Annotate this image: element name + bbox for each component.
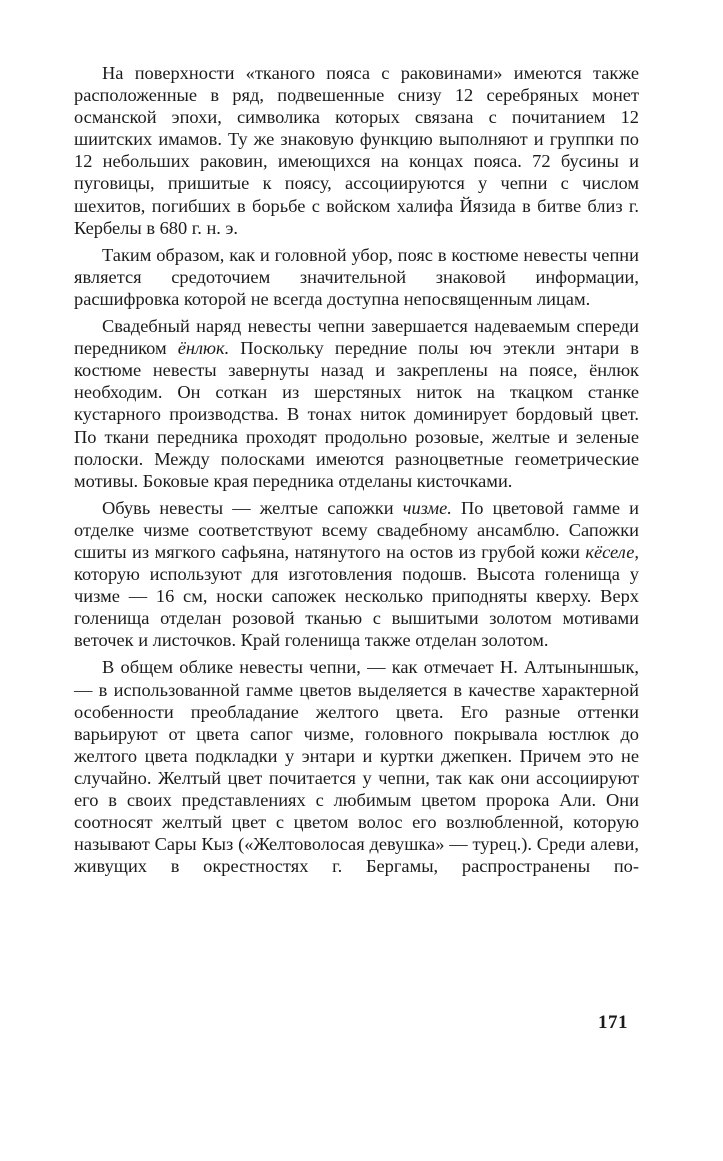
page-number: 171: [598, 1012, 628, 1033]
body-text: [74, 62, 639, 877]
paragraph-3-part-2: Поскольку передние полы юч этекли энтари в костюме невесты завернуты назад и закреплены на поясе, ёнлюк необходим. Он соткан из шерстяных ниток на ткацком станке кустарного производства. В тонах ниток доминирует бордовый цвет. По ткани передника проходят продольно розовые, желтые и зеленые полоски. Между полосками имеются разноцветные геометрические мотивы. Боковые края передника отделаны кисточками.: [74, 338, 639, 491]
paragraph-4-part-2: По цветовой гамме и отделке чизме соответствуют всему свадебному ансамблю. Сапожки сшиты из мягкого сафьяна, натянутого на остов из грубой кожи: [74, 497, 639, 562]
term-kesele: кёселе,: [585, 541, 639, 562]
term-yonlyuk: ёнлюк.: [177, 338, 230, 359]
paragraph-1: На поверхности «тканого пояса с раковинами» имеются также расположенные в ряд, подвешенные снизу 12 серебряных монет османской эпохи, символика которых связана с почитанием 12 шиитских имамов. Ту же знаковую функцию выполняют и группки по 12 небольших раковин, имеющихся на концах пояса. 72 бусины и пуговицы, пришитые к поясу, ассоциируются у чепни с числом шехитов, погибших в борьбе с войском халифа Йязида в битве близ г. Кербелы в 680 г. н. э.: [74, 63, 639, 238]
term-chizme: чизме.: [402, 497, 452, 518]
paragraph-3-part-1: Свадебный наряд невесты чепни завершается надеваемым спереди передником: [74, 316, 639, 359]
paragraph-5: В общем облике невесты чепни, — как отмечает Н. Алтыныншык, — в использованной гамме цветов выделяется в качестве характерной особенности преобладание желтого цвета. Его разные оттенки варьируют от цвета сапог чизме, головного покрывала юстлюк до желтого цвета подкладки у энтари и куртки джепкен. Причем это не случайно. Желтый цвет почитается у чепни, так как они ассоциируют его в своих представлениях с любимым цветом пророка Али. Они соотносят желтый цвет с цветом волос его возлюбленной, которую называют Сары Кыз («Желтоволосая девушка» — турец.). Среди алеви, живущих в окрестностях г. Бергамы, распространены по-: [74, 657, 639, 877]
paragraph-3: [74, 315, 639, 492]
paragraph-2: Таким образом, как и головной убор, пояс в костюме невесты чепни является средоточием значительной знаковой информации, расшифровка которой не всегда доступна непосвященным лицам.: [74, 244, 639, 309]
paragraph-4-part-1: Обувь невесты — желтые сапожки: [102, 497, 403, 518]
paragraph-4: [74, 497, 639, 652]
paragraph-4-part-3: которую используют для изготовления подошв. Высота голенища у чизме — 16 см, носки сапожек несколько приподняты кверху. Верх голенища отделан розовой тканью с вышитыми золотом мотивами веточек и листочков. Край голенища также отделан золотом.: [74, 564, 639, 651]
